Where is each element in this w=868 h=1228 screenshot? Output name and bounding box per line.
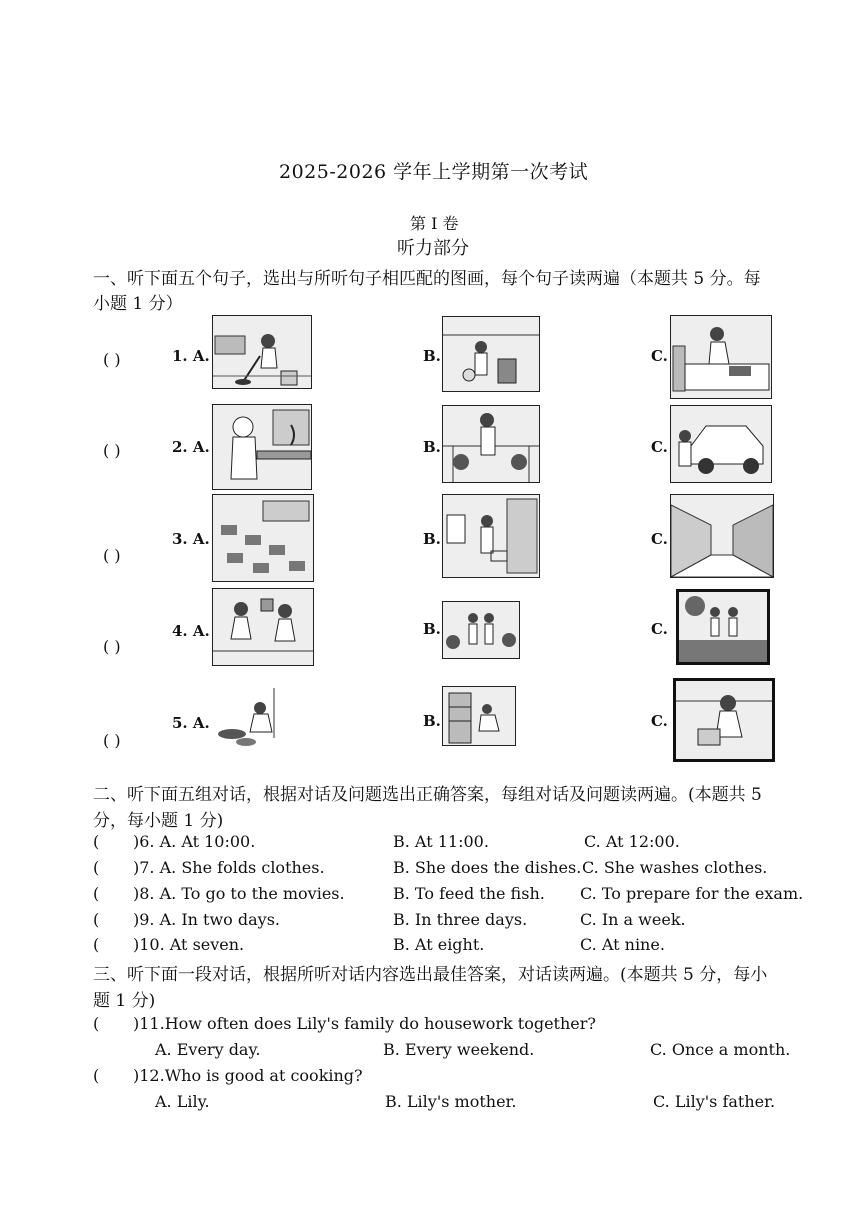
section2-instruction-line2: 分，每小题 1 分)	[93, 811, 224, 831]
exam-title: 2025-2026 学年上学期第一次考试	[279, 161, 589, 183]
q10-answer-paren[interactable]: (	[93, 935, 100, 954]
q9-option-a[interactable]: )9. A. In two days.	[133, 910, 280, 929]
q7-option-a[interactable]: )7. A. She folds clothes.	[133, 858, 325, 877]
q6-option-b[interactable]: B. At 11:00.	[393, 832, 489, 851]
q5-option-c-picture[interactable]	[673, 678, 775, 762]
q3-option-a-label: 3. A.	[172, 530, 210, 548]
q7-answer-paren[interactable]: (	[93, 858, 100, 877]
flower-shop-illustration	[443, 602, 519, 658]
answer-blank-2[interactable]: ( )	[103, 441, 121, 460]
q2-option-c-label: C.	[651, 438, 668, 456]
bookshelf-illustration	[443, 687, 515, 745]
answer-blank-3[interactable]: ( )	[103, 546, 121, 565]
q5-option-b-picture[interactable]	[442, 686, 516, 746]
q2-option-b-label: B.	[423, 438, 441, 456]
garden-girls-illustration	[679, 592, 767, 662]
q11-option-c[interactable]: C. Once a month.	[650, 1040, 791, 1059]
washing-car-illustration	[671, 406, 771, 482]
q1-option-b-picture[interactable]	[442, 316, 540, 392]
q2-option-a-picture[interactable]	[212, 404, 312, 490]
q8-answer-paren[interactable]: (	[93, 884, 100, 903]
q11-answer-paren[interactable]: (	[93, 1014, 100, 1033]
q12-answer-paren[interactable]: (	[93, 1066, 100, 1085]
q7-option-c[interactable]: C. She washes clothes.	[582, 858, 768, 877]
q12-option-b[interactable]: B. Lily's mother.	[385, 1092, 517, 1111]
q6-answer-paren[interactable]: (	[93, 832, 100, 851]
q11-option-a[interactable]: A. Every day.	[155, 1040, 261, 1059]
street-illustration	[671, 495, 773, 577]
supermarket-illustration	[443, 495, 539, 577]
washing-dishes-illustration	[213, 405, 311, 489]
q4-option-c-label: C.	[651, 620, 668, 638]
making-bed-illustration	[671, 316, 771, 398]
q3-option-b-picture[interactable]	[442, 494, 540, 578]
part-label: 听力部分	[397, 238, 469, 259]
q2-option-c-picture[interactable]	[670, 405, 772, 483]
girl-sorting-clothes-illustration	[212, 688, 288, 750]
section1-instruction-line2: 小题 1 分）	[93, 294, 183, 314]
q1-option-a-label: 1. A.	[172, 347, 210, 365]
q3-option-b-label: B.	[423, 530, 441, 548]
taking-out-trash-illustration	[443, 317, 539, 391]
q1-option-c-picture[interactable]	[670, 315, 772, 399]
q5-option-b-label: B.	[423, 712, 441, 730]
q11-option-b[interactable]: B. Every weekend.	[383, 1040, 535, 1059]
mopping-floor-illustration	[213, 316, 311, 388]
q7-option-b[interactable]: B. She does the dishes.	[393, 858, 582, 877]
q2-option-a-label: 2. A.	[172, 438, 210, 456]
classroom-cleaning-illustration	[213, 495, 313, 581]
two-girls-poster-illustration	[213, 589, 313, 665]
q1-option-a-picture[interactable]	[212, 315, 312, 389]
q10-option-b[interactable]: B. At eight.	[393, 935, 485, 954]
q3-option-c-label: C.	[651, 530, 668, 548]
q5-option-a-label: 5. A.	[172, 714, 210, 732]
volume-label: 第 I 卷	[410, 214, 459, 233]
q12-option-c[interactable]: C. Lily's father.	[653, 1092, 776, 1111]
section3-instruction-line1: 三、听下面一段对话，根据所听对话内容选出最佳答案，对话读两遍。(本题共 5 分，每小	[93, 965, 768, 985]
q4-option-a-picture[interactable]	[212, 588, 314, 666]
q9-answer-paren[interactable]: (	[93, 910, 100, 929]
q4-option-c-picture[interactable]	[676, 589, 770, 665]
q4-option-a-label: 4. A.	[172, 622, 210, 640]
section2-instruction-line1: 二、听下面五组对话，根据对话及问题选出正确答案，每组对话及问题读两遍。(本题共 5	[93, 785, 762, 805]
q1-option-c-label: C.	[651, 347, 668, 365]
q9-option-c[interactable]: C. In a week.	[580, 910, 686, 929]
q3-option-c-picture[interactable]	[670, 494, 774, 578]
section3-instruction-line2: 题 1 分)	[93, 991, 156, 1011]
q10-option-a[interactable]: )10. At seven.	[133, 935, 245, 954]
q3-option-a-picture[interactable]	[212, 494, 314, 582]
section1-instruction-line1: 一、听下面五个句子，选出与所听句子相匹配的图画，每个句子读两遍（本题共 5 分。每	[93, 269, 761, 289]
q5-option-a-picture[interactable]	[212, 688, 288, 750]
q2-option-b-picture[interactable]	[442, 405, 540, 483]
q12-option-a[interactable]: A. Lily.	[155, 1092, 210, 1111]
q9-option-b[interactable]: B. In three days.	[393, 910, 528, 929]
q11-question: )11.How often does Lily's family do housework together?	[133, 1014, 596, 1033]
q10-option-c[interactable]: C. At nine.	[580, 935, 665, 954]
q12-question: )12.Who is good at cooking?	[133, 1066, 363, 1085]
answer-blank-4[interactable]: ( )	[103, 637, 121, 656]
answer-blank-1[interactable]: ( )	[103, 350, 121, 369]
q8-option-b[interactable]: B. To feed the fish.	[393, 884, 545, 903]
q8-option-a[interactable]: )8. A. To go to the movies.	[133, 884, 345, 903]
q6-option-a[interactable]: )6. A. At 10:00.	[133, 832, 256, 851]
q1-option-b-label: B.	[423, 347, 441, 365]
q8-option-c[interactable]: C. To prepare for the exam.	[580, 884, 804, 903]
girl-packing-box-illustration	[676, 681, 772, 759]
q4-option-b-label: B.	[423, 620, 441, 638]
watering-plants-illustration	[443, 406, 539, 482]
q4-option-b-picture[interactable]	[442, 601, 520, 659]
q5-option-c-label: C.	[651, 712, 668, 730]
q6-option-c[interactable]: C. At 12:00.	[584, 832, 680, 851]
answer-blank-5[interactable]: ( )	[103, 731, 121, 750]
